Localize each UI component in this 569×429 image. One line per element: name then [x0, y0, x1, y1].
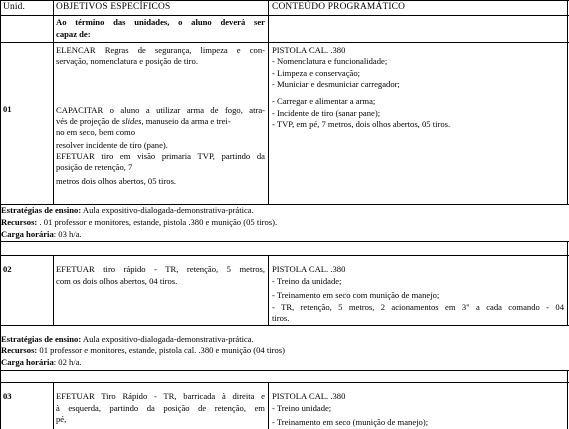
unit1-content-line: - Carregar e alimentar a arma; — [272, 96, 376, 106]
unit2-objective-line: com os dois olhos abertos, 04 tiros. — [56, 276, 178, 286]
unit2-content-line: - Treino da unidade; — [272, 276, 342, 286]
unit3-number: 03 — [3, 391, 12, 401]
unit1-footer-bottom-border — [0, 241, 569, 242]
recursos-value: . 01 professor e monitores, estande, pistola .380 e munição (05 tiros). — [37, 217, 278, 227]
unit1-content-line: - TVP, em pé, 7 metros, dois olhos abertos, 05 tiros. — [272, 119, 451, 129]
header-conteudo: CONTEÚDO PROGRAMÁTICO — [272, 2, 406, 12]
col1-divider — [53, 0, 54, 205]
col2-divider-2 — [268, 255, 269, 326]
unit1-objective-line: no em seco, bem como — [56, 127, 135, 137]
unit1-objective-line-mixed — [56, 116, 265, 127]
unit2-number: 02 — [3, 264, 12, 274]
unit1-content-line: PISTOLA CAL. .380 — [272, 45, 346, 55]
unit1-recursos — [1, 217, 567, 228]
table-right-border-2 — [567, 241, 568, 326]
unit2-content-line: - TR, retenção, 5 metros, 2 acionamentos em 3" a cada comando - 04 — [272, 302, 564, 312]
unit1-objective-line: CAPACITAR o aluno a utilizar arma de fogo, atra- — [56, 105, 265, 115]
unit1-objective-italic: slides — [121, 116, 142, 126]
estrategias-value: Aula expositivo-dialogada-demonstrativa-prática. — [81, 205, 254, 215]
unit2-bottom-border — [0, 325, 569, 326]
unit2-content-line: - Treinamento em seco com munição de manejo; — [272, 290, 440, 300]
intro-bottom-border — [0, 42, 569, 43]
unit2-estrategias — [1, 334, 567, 345]
header-bottom-border — [0, 15, 569, 16]
estrategias-value: Aula expositivo-dialogada-demonstrativa-prática. — [81, 334, 254, 344]
unit1-objective-line: servação, nomenclatura e posição de tiro. — [56, 56, 198, 66]
unit2-content-line: PISTOLA CAL. .380 — [272, 264, 346, 274]
recursos-label: Recursos: — [1, 345, 38, 355]
unit2-content-line: tiros. — [272, 313, 290, 323]
col1-divider-2 — [53, 255, 54, 326]
table-right-border-3 — [567, 370, 568, 429]
col2-divider — [268, 0, 269, 205]
intro-line-1: Ao término das unidades, o aluno deverá ser — [56, 17, 265, 27]
unit1-number: 01 — [3, 104, 12, 114]
unit1-objective-line: posição de retenção, 7 — [56, 162, 133, 172]
spacer1-bottom-border — [0, 255, 569, 256]
col1-divider-3 — [53, 382, 54, 429]
table-right-border — [567, 0, 568, 205]
col2-divider-3 — [268, 382, 269, 429]
carga-value: : 03 h/a. — [53, 229, 82, 239]
unit3-objective-line: pé, — [56, 414, 67, 424]
recursos-label: Recursos: — [1, 217, 38, 227]
header-objetivos: OBJETIVOS ESPECÍFICOS — [56, 2, 171, 12]
estrategias-label: Estratégias de ensino: — [1, 334, 82, 344]
unit2-recursos — [1, 345, 567, 356]
unit1-content-line: - Incidente de tiro (sanar pane); — [272, 108, 381, 118]
estrategias-label: Estratégias de ensino: — [1, 205, 82, 215]
unit1-objective-line: resolver incidente de tiro (pane). — [56, 140, 168, 150]
carga-value: : 02 h/a. — [53, 357, 82, 367]
unit3-objective-line: EFETUAR Tiro Rápido - TR, barricada à direita e — [56, 391, 265, 401]
unit1-objective-part: , manuseio da arma e trei- — [141, 116, 231, 126]
carga-label: Carga horária — [1, 357, 54, 367]
recursos-value: 01 professor e monitores, estande, pistola cal. .380 e munição (04 tiros) — [37, 345, 286, 355]
unit1-content-line: - Nomenclatura e funcionalidade; — [272, 56, 388, 66]
unit1-objective-part: vés de projeção de — [56, 116, 122, 126]
header-unid: Unid. — [3, 2, 26, 12]
unit2-objective-line: EFETUAR tiro rápido - TR, retenção, 5 metros, — [56, 264, 265, 274]
unit1-objective-line: ELENCAR Regras de segurança, limpeza e con- — [56, 45, 265, 55]
unit3-content-line: - Treino unidade; — [272, 403, 332, 413]
unit1-estrategias — [1, 205, 567, 216]
unit1-objective-line: metros dois olhos abertos, 05 tiros. — [56, 176, 177, 186]
intro-line-2: capaz de: — [56, 29, 91, 39]
unit1-objective-line: EFETUAR tiro em visão primaria TVP, partindo da — [56, 151, 265, 161]
unit2-footer-bottom-border — [0, 370, 569, 371]
spacer2-bottom-border — [0, 382, 569, 383]
unit3-content-line: PISTOLA CAL. .380 — [272, 391, 346, 401]
unit1-content-line: - Limpeza e conservação; — [272, 68, 361, 78]
unit3-objective-line: à esquerda, partindo da posição de retenção, em — [56, 403, 265, 413]
unit1-carga-horaria — [1, 229, 567, 240]
unit2-carga-horaria — [1, 357, 567, 368]
unit3-content-line: - Treinamento em seco (munição de manejo); — [272, 417, 429, 427]
carga-label: Carga horária — [1, 229, 54, 239]
unit1-content-line: - Municiar e desmuniciar carregador; — [272, 79, 400, 89]
